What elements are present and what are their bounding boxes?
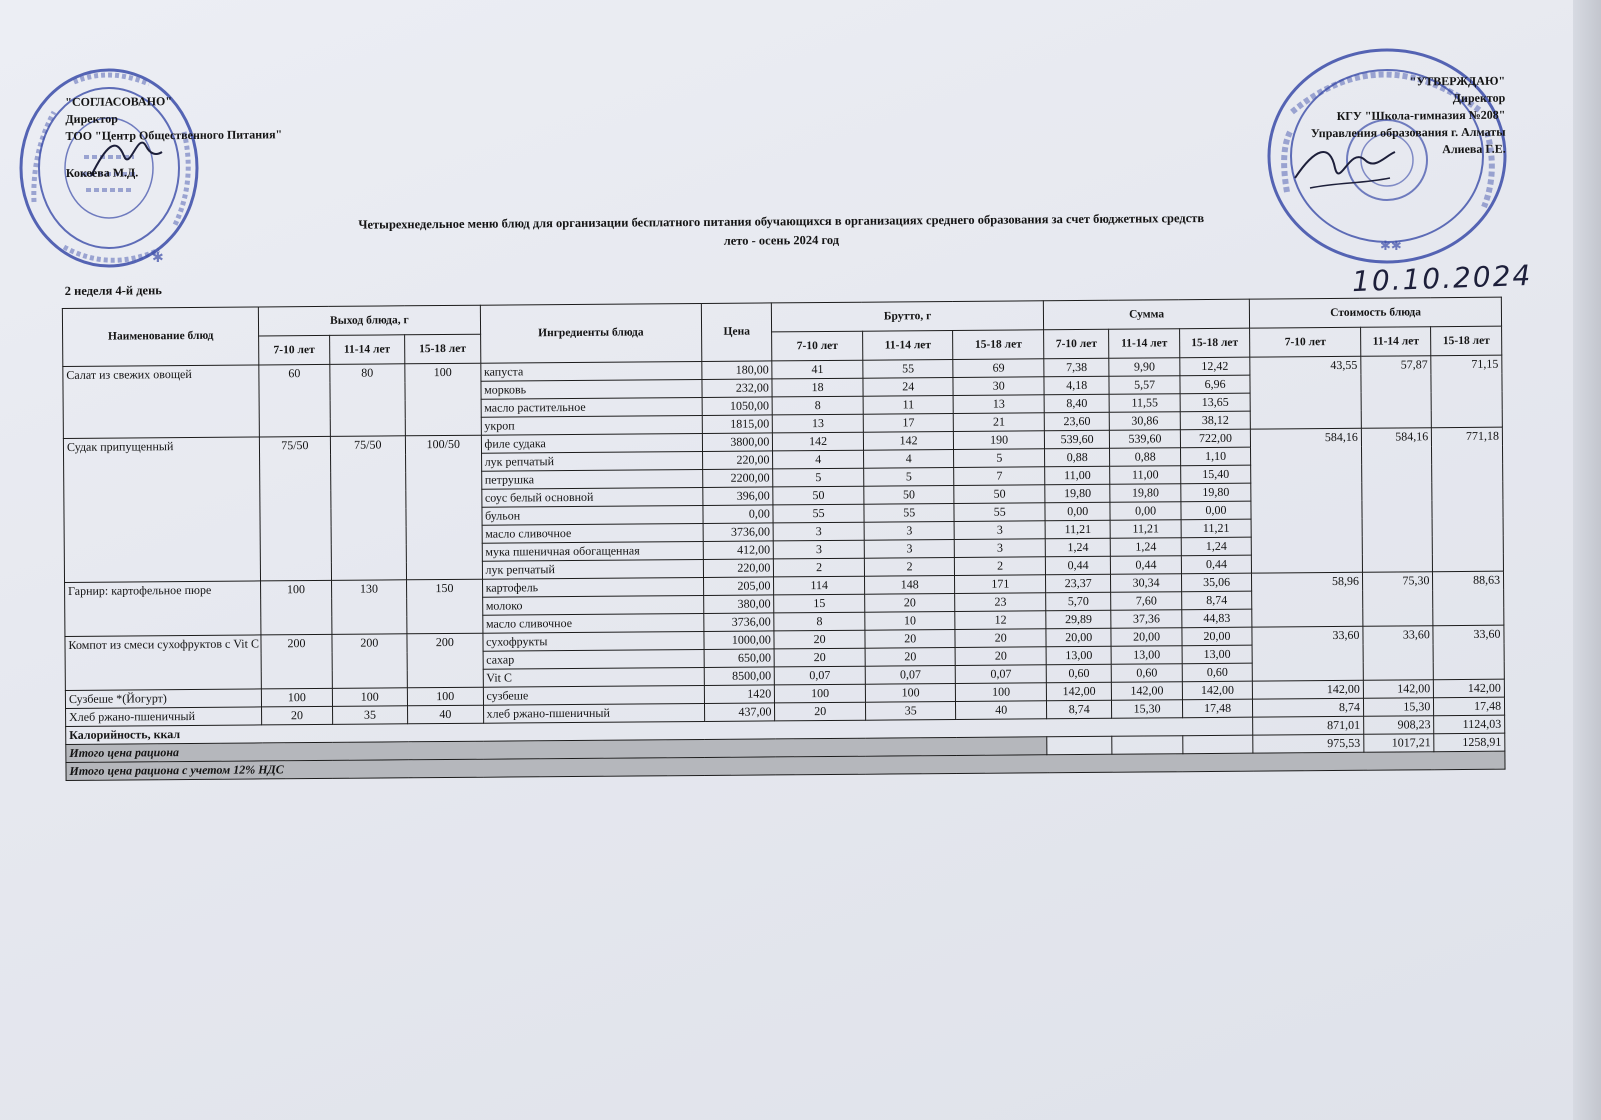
ingredient-gross-cell: 2 [864, 557, 955, 576]
ingredient-price-cell: 3736,00 [704, 613, 775, 632]
ingredient-gross-cell: 3 [955, 521, 1046, 540]
header-age: 7-10 лет [1044, 329, 1110, 359]
ingredient-name-cell: масло сливочное [482, 523, 703, 543]
ingredient-sum-cell: 5,70 [1046, 592, 1112, 611]
ingredient-sum-cell: 142,00 [1046, 682, 1112, 701]
dish-name-cell: Компот из смеси сухофруктов с Vit C [65, 635, 262, 691]
total-empty-cell [1183, 735, 1254, 754]
ingredient-sum-cell: 8,74 [1046, 700, 1112, 719]
ingredient-gross-cell: 5 [954, 449, 1045, 468]
ingredient-sum-cell: 15,30 [1112, 700, 1183, 719]
ingredient-price-cell: 220,00 [703, 559, 774, 578]
ingredient-gross-cell: 148 [864, 575, 955, 594]
ingredient-gross-cell: 3 [955, 539, 1046, 558]
ingredient-sum-cell: 0,88 [1045, 448, 1111, 467]
ingredient-sum-cell: 38,12 [1180, 411, 1251, 430]
ingredient-sum-cell: 11,21 [1045, 520, 1111, 539]
ingredient-gross-cell: 2 [955, 557, 1046, 576]
ingredient-sum-cell: 11,00 [1110, 466, 1181, 485]
total-empty-cell [1047, 736, 1113, 755]
ingredient-price-cell: 437,00 [704, 703, 775, 722]
ingredient-sum-cell: 0,00 [1110, 502, 1181, 521]
ingredient-price-cell: 380,00 [704, 595, 775, 614]
ingredient-price-cell: 1420 [704, 685, 775, 704]
ingredient-gross-cell: 100 [775, 684, 866, 703]
ingredient-gross-cell: 0,07 [865, 665, 956, 684]
approval-right-org: КГУ "Школа-гимназия №208" [1336, 107, 1506, 123]
ingredient-sum-cell: 13,00 [1182, 645, 1253, 664]
dish-cost-cell: 33,60 [1363, 626, 1434, 681]
dish-yield-cell: 100 [405, 363, 481, 436]
ingredient-price-cell: 412,00 [703, 541, 774, 560]
ingredient-sum-cell: 19,80 [1110, 484, 1181, 503]
ingredient-gross-cell: 55 [954, 503, 1045, 522]
ingredient-price-cell: 1815,00 [702, 415, 773, 434]
ingredient-sum-cell: 539,60 [1044, 430, 1110, 449]
dish-cost-cell: 584,16 [1361, 428, 1433, 573]
total-label: Итого цена рациона [66, 737, 1047, 763]
header-price: Цена [701, 303, 772, 362]
ingredient-sum-cell: 0,60 [1112, 664, 1183, 683]
ingredient-gross-cell: 5 [864, 467, 955, 486]
ingredient-sum-cell: 15,40 [1180, 465, 1251, 484]
ingredient-gross-cell: 8 [774, 612, 865, 631]
ingredient-sum-cell: 19,80 [1045, 484, 1111, 503]
approval-right-org2: Управления образования г. Алматы [1310, 124, 1506, 141]
dish-yield-cell: 100 [262, 688, 333, 707]
ingredient-gross-cell: 15 [774, 594, 865, 613]
dish-name-cell: Салат из свежих овощей [63, 365, 260, 439]
ingredient-sum-cell: 13,00 [1046, 646, 1112, 665]
ingredient-sum-cell: 5,57 [1109, 376, 1180, 395]
ingredient-gross-cell: 40 [956, 701, 1047, 720]
ingredient-sum-cell: 1,24 [1181, 537, 1252, 556]
ingredient-gross-cell: 30 [953, 377, 1044, 396]
ingredient-gross-cell: 13 [954, 395, 1045, 414]
ingredient-sum-cell: 20,00 [1182, 627, 1253, 646]
ingredient-name-cell: морковь [481, 379, 702, 399]
dish-name-cell: Судак припущенный [63, 437, 260, 583]
dish-yield-cell: 40 [408, 705, 484, 724]
ingredient-gross-cell: 35 [865, 701, 956, 720]
dish-cost-cell: 142,00 [1434, 679, 1505, 698]
dish-yield-cell: 20 [262, 706, 333, 725]
ingredient-gross-cell: 18 [772, 378, 863, 397]
ingredient-sum-cell: 7,38 [1044, 358, 1110, 377]
ingredient-price-cell: 2200,00 [703, 469, 774, 488]
ingredient-sum-cell: 539,60 [1110, 430, 1181, 449]
header-ingredients: Ингредиенты блюда [480, 303, 702, 363]
ingredient-gross-cell: 4 [773, 450, 864, 469]
ingredient-gross-cell: 5 [773, 468, 864, 487]
ingredient-gross-cell: 69 [953, 359, 1044, 378]
dish-yield-cell: 100 [261, 580, 332, 635]
ingredient-sum-cell: 9,90 [1109, 358, 1180, 377]
dish-name-cell: Гарнир: картофельное пюре [65, 581, 262, 637]
ingredient-sum-cell: 1,24 [1045, 538, 1111, 557]
ingredient-gross-cell: 55 [773, 504, 864, 523]
ingredient-name-cell: лук репчатый [482, 559, 703, 579]
dish-cost-cell: 71,15 [1431, 355, 1502, 428]
svg-text:✱: ✱ [152, 251, 164, 266]
ingredient-name-cell: петрушка [481, 469, 702, 489]
ingredient-gross-cell: 8 [772, 396, 863, 415]
header-age: 7-10 лет [772, 331, 863, 361]
approval-right [1310, 73, 1505, 160]
dish-yield-cell: 100 [407, 687, 483, 706]
ingredient-sum-cell: 37,36 [1111, 610, 1182, 629]
dish-cost-cell: 88,63 [1433, 571, 1504, 626]
menu-table [62, 297, 1506, 781]
ingredient-sum-cell: 0,00 [1181, 501, 1252, 520]
ingredient-gross-cell: 10 [865, 611, 956, 630]
ingredient-price-cell: 232,00 [702, 379, 773, 398]
ingredient-gross-cell: 100 [956, 683, 1047, 702]
ingredient-sum-cell: 0,44 [1181, 555, 1252, 574]
ingredient-name-cell: соус белый основной [481, 487, 702, 507]
header-age: 15-18 лет [1179, 328, 1250, 358]
paper-edge-shadow [1573, 0, 1601, 1120]
ingredient-price-cell: 205,00 [703, 577, 774, 596]
ingredient-sum-cell: 0,88 [1110, 448, 1181, 467]
header-age: 15-18 лет [1431, 326, 1502, 356]
ingredient-sum-cell: 13,00 [1111, 646, 1182, 665]
svg-text:✱✱: ✱✱ [1380, 238, 1402, 253]
approval-left-org: ТОО "Центр Общественного Питания" [65, 127, 283, 143]
dish-cost-cell: 771,18 [1432, 427, 1504, 572]
ingredient-price-cell: 650,00 [704, 649, 775, 668]
ingredient-sum-cell: 11,00 [1045, 466, 1111, 485]
ingredient-sum-cell: 20,00 [1046, 628, 1112, 647]
ingredient-gross-cell: 20 [865, 593, 956, 612]
ingredient-sum-cell: 30,34 [1111, 574, 1182, 593]
dish-yield-cell: 35 [332, 706, 408, 725]
ingredient-gross-cell: 50 [954, 485, 1045, 504]
dish-yield-cell: 130 [331, 580, 407, 635]
ingredient-sum-cell: 142,00 [1182, 681, 1253, 700]
ingredient-sum-cell: 0,60 [1182, 663, 1253, 682]
total-empty-cell [1112, 736, 1183, 755]
total-value: 1017,21 [1364, 734, 1435, 753]
ingredient-gross-cell: 21 [954, 413, 1045, 432]
ingredient-name-cell: укроп [481, 415, 702, 435]
ingredient-gross-cell: 190 [954, 431, 1045, 450]
ingredient-sum-cell: 35,06 [1181, 573, 1252, 592]
ingredient-sum-cell: 6,96 [1180, 375, 1251, 394]
header-age: 7-10 лет [259, 335, 330, 365]
ingredient-sum-cell: 11,21 [1181, 519, 1252, 538]
ingredient-gross-cell: 0,07 [956, 665, 1047, 684]
ingredient-price-cell: 0,00 [703, 505, 774, 524]
dish-cost-cell: 15,30 [1363, 698, 1434, 717]
dish-yield-cell: 200 [261, 634, 332, 689]
ingredient-price-cell: 8500,00 [704, 667, 775, 686]
handwritten-date: 10.10.2024 [1351, 258, 1533, 299]
dish-cost-cell: 142,00 [1253, 680, 1364, 699]
dish-cost-cell: 33,60 [1252, 626, 1363, 681]
document-subtitle: лето - осень 2024 год [723, 232, 840, 248]
summary-body [66, 715, 1505, 780]
dish-yield-cell: 100/50 [405, 435, 482, 580]
ingredient-name-cell: лук репчатый [481, 451, 702, 471]
ingredient-sum-cell: 0,60 [1046, 664, 1112, 683]
header-age: 11-14 лет [329, 335, 405, 365]
ingredient-sum-cell: 8,40 [1044, 394, 1110, 413]
ingredient-gross-cell: 0,07 [775, 666, 866, 685]
ingredient-name-cell: масло растительное [481, 397, 702, 417]
ingredient-sum-cell: 23,60 [1044, 412, 1110, 431]
ingredient-name-cell: бульон [482, 505, 703, 525]
ingredient-gross-cell: 41 [772, 360, 863, 379]
ingredient-price-cell: 1050,00 [702, 397, 773, 416]
header-age: 15-18 лет [405, 334, 481, 364]
ingredient-sum-cell: 4,18 [1044, 376, 1110, 395]
approval-right-name: Алиева Г.Е. [1442, 141, 1506, 157]
ingredient-sum-cell: 722,00 [1180, 429, 1251, 448]
ingredient-price-cell: 3736,00 [703, 523, 774, 542]
header-age: 11-14 лет [1360, 327, 1431, 357]
total-vat-label: Итого цена рациона с учетом 12% НДС [66, 751, 1505, 780]
ingredient-gross-cell: 20 [956, 647, 1047, 666]
ingredient-sum-cell: 23,37 [1045, 574, 1111, 593]
ingredient-name-cell: мука пшеничная обогащенная [482, 541, 703, 561]
ingredient-sum-cell: 11,55 [1109, 394, 1180, 413]
ingredient-price-cell: 1000,00 [704, 631, 775, 650]
ingredient-sum-cell: 0,00 [1045, 502, 1111, 521]
ingredient-sum-cell: 142,00 [1112, 682, 1183, 701]
ingredient-gross-cell: 3 [864, 539, 955, 558]
ingredient-sum-cell: 1,24 [1111, 538, 1182, 557]
dish-yield-cell: 200 [332, 634, 408, 689]
calories-value: 1124,03 [1434, 715, 1505, 734]
ingredient-name-cell: картофель [482, 577, 703, 597]
dish-yield-cell: 75/50 [260, 436, 332, 581]
ingredient-gross-cell: 3 [864, 521, 955, 540]
ingredient-price-cell: 3800,00 [702, 433, 773, 452]
calories-label-text: Калорийность, ккал [69, 727, 181, 742]
ingredient-price-cell: 220,00 [702, 451, 773, 470]
ingredient-sum-cell: 17,48 [1182, 699, 1253, 718]
ingredient-gross-cell: 3 [773, 522, 864, 541]
ingredient-name-cell: масло сливочное [482, 613, 703, 633]
dish-cost-cell: 43,55 [1250, 356, 1361, 429]
ingredient-sum-cell: 29,89 [1046, 610, 1112, 629]
approval-left-name: Кокеева М.Д. [65, 165, 139, 180]
header-age: 15-18 лет [953, 330, 1044, 360]
approval-right-title: "УТВЕРЖДАЮ" [1409, 73, 1506, 89]
dish-yield-cell: 150 [407, 579, 483, 634]
ingredient-name-cell: сузбеше [483, 685, 704, 705]
ingredient-gross-cell: 20 [865, 647, 956, 666]
approval-left-title: "СОГЛАСОВАНО" [65, 94, 173, 109]
dish-cost-cell: 57,87 [1361, 356, 1432, 429]
ingredient-gross-cell: 142 [773, 432, 864, 451]
dish-yield-cell: 200 [407, 633, 483, 688]
ingredient-gross-cell: 114 [774, 576, 865, 595]
ingredient-gross-cell: 50 [773, 486, 864, 505]
ingredient-sum-cell: 44,83 [1182, 609, 1253, 628]
ingredient-gross-cell: 171 [955, 575, 1046, 594]
ingredient-gross-cell: 20 [774, 648, 865, 667]
dish-cost-cell: 58,96 [1252, 572, 1363, 627]
total-value: 1258,91 [1434, 733, 1505, 752]
ingredient-sum-cell: 20,00 [1111, 628, 1182, 647]
header-age: 11-14 лет [1109, 329, 1180, 359]
ingredient-sum-cell: 11,21 [1110, 520, 1181, 539]
ingredient-sum-cell: 0,44 [1045, 556, 1111, 575]
header-yield: Выход блюда, г [259, 305, 481, 336]
ingredient-gross-cell: 13 [773, 414, 864, 433]
dish-cost-cell: 17,48 [1434, 697, 1505, 716]
dish-cost-cell: 33,60 [1433, 625, 1504, 680]
dish-name-cell: Хлеб ржано-пшеничный [66, 707, 262, 727]
ingredient-price-cell: 396,00 [703, 487, 774, 506]
ingredient-gross-cell: 20 [955, 629, 1046, 648]
calories-value: 908,23 [1364, 716, 1435, 735]
ingredient-name-cell: молоко [482, 595, 703, 615]
ingredient-name-cell: филе судака [481, 433, 702, 453]
ingredient-sum-cell: 12,42 [1180, 357, 1251, 376]
ingredient-gross-cell: 24 [863, 377, 954, 396]
ingredient-gross-cell: 12 [955, 611, 1046, 630]
total-value: 975,53 [1253, 734, 1364, 753]
ingredient-gross-cell: 7 [954, 467, 1045, 486]
ingredient-gross-cell: 55 [863, 359, 954, 378]
dish-cost-cell: 584,16 [1251, 428, 1363, 573]
approval-left-position: Директор [65, 111, 118, 126]
ingredient-gross-cell: 142 [863, 431, 954, 450]
calories-value: 871,01 [1253, 716, 1364, 735]
dish-yield-cell: 80 [329, 364, 405, 437]
ingredient-sum-cell: 13,65 [1180, 393, 1251, 412]
header-gross: Брутто, г [772, 301, 1044, 332]
dish-cost-cell: 142,00 [1363, 680, 1434, 699]
ingredient-price-cell: 180,00 [702, 361, 773, 380]
ingredient-sum-cell: 30,86 [1110, 412, 1181, 431]
ingredient-sum-cell: 7,60 [1111, 592, 1182, 611]
ingredient-name-cell: Vit C [483, 667, 704, 687]
ingredient-name-cell: сухофрукты [483, 631, 704, 651]
ingredient-gross-cell: 23 [955, 593, 1046, 612]
ingredient-gross-cell: 3 [774, 540, 865, 559]
ingredient-name-cell: сахар [483, 649, 704, 669]
dish-yield-cell: 60 [259, 364, 330, 437]
dish-yield-cell: 75/50 [330, 436, 407, 581]
dish-cost-cell: 75,30 [1362, 572, 1433, 627]
approval-right-position: Директор [1452, 90, 1506, 106]
approval-left [65, 92, 282, 182]
ingredient-gross-cell: 17 [863, 413, 954, 432]
document-title: Четырехнедельное меню блюд для организации бесплатного питания обучающихся в организациях среднего образования за счет бюджетных средств [358, 211, 1205, 232]
ingredient-gross-cell: 11 [863, 395, 954, 414]
header-sum: Сумма [1043, 299, 1249, 330]
ingredient-gross-cell: 50 [864, 485, 955, 504]
ingredient-gross-cell: 20 [774, 630, 865, 649]
ingredient-gross-cell: 100 [865, 683, 956, 702]
header-dish: Наименование блюд [62, 307, 259, 367]
header-age: 11-14 лет [862, 330, 953, 360]
ingredient-gross-cell: 20 [775, 702, 866, 721]
header-age: 7-10 лет [1250, 327, 1361, 357]
ingredient-gross-cell: 20 [865, 629, 956, 648]
dish-name-cell: Сузбеше *(Йогурт) [65, 689, 261, 709]
ingredient-gross-cell: 2 [774, 558, 865, 577]
menu-table-body [63, 355, 1505, 726]
ingredient-sum-cell: 8,74 [1181, 591, 1252, 610]
ingredient-name-cell: капуста [480, 361, 701, 381]
ingredient-gross-cell: 4 [863, 449, 954, 468]
dish-yield-cell: 100 [332, 688, 408, 707]
week-day-label: 2 неделя 4-й день [64, 283, 162, 298]
ingredient-sum-cell: 0,44 [1111, 556, 1182, 575]
ingredient-sum-cell: 19,80 [1181, 483, 1252, 502]
ingredient-name-cell: хлеб ржано-пшеничный [483, 703, 704, 723]
ingredient-sum-cell: 1,10 [1180, 447, 1251, 466]
header-cost: Стоимость блюда [1250, 297, 1502, 328]
ingredient-gross-cell: 55 [864, 503, 955, 522]
dish-cost-cell: 8,74 [1253, 698, 1364, 717]
